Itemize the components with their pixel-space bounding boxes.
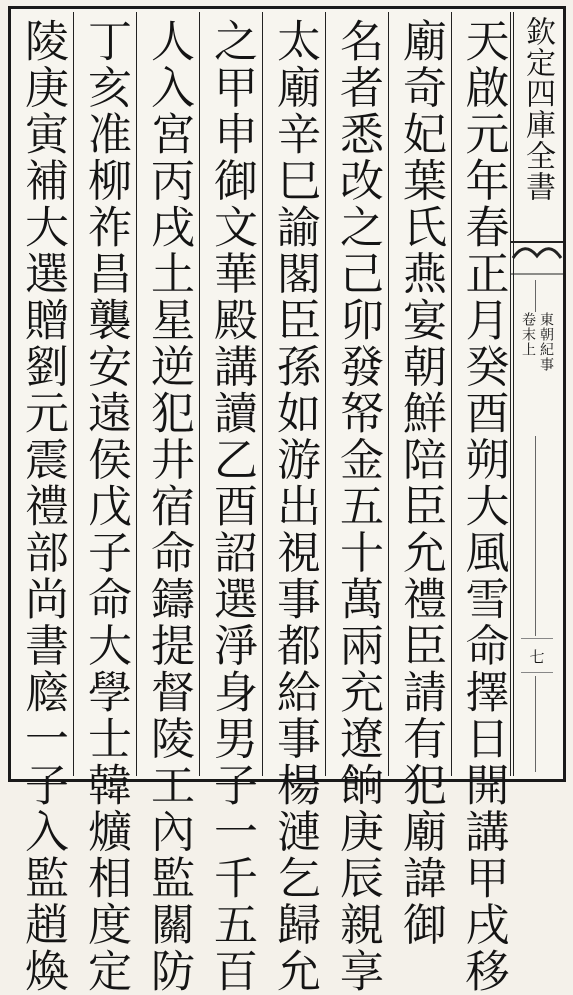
text-column xyxy=(326,12,389,995)
margin-book-name: 東朝紀事 xyxy=(538,312,554,372)
margin-rule xyxy=(535,676,536,772)
margin-book-info xyxy=(513,312,561,432)
book-series-title: 欽定四庫全書 xyxy=(520,16,555,202)
column-text: 太廟辛巳諭閣臣孫如游出視事都給事楊漣乞歸允 xyxy=(269,18,320,995)
column-text: 人入宮丙戌土星逆犯井宿命鑄提督陵工內監關防 xyxy=(143,18,194,995)
fishtail-ornament xyxy=(511,238,563,278)
margin-section: 卷末上 xyxy=(520,312,536,357)
text-column xyxy=(389,12,452,948)
column-text: 天啟元年春正月癸酉朔大風雪命擇日開講甲戌移 xyxy=(457,18,509,995)
text-column xyxy=(263,12,326,995)
column-text: 陵庚寅補大選贈劉元震禮部尚書廕一子入監趙煥 xyxy=(17,18,68,995)
text-column xyxy=(74,12,137,995)
margin-tick xyxy=(521,638,553,639)
margin-rule xyxy=(535,436,536,636)
page-number: 七 xyxy=(529,648,545,666)
margin-tick xyxy=(521,672,553,673)
column-text: 廟奇妃葉氏燕宴朝鮮陪臣允禮臣請有犯廟諱御 xyxy=(395,18,446,948)
text-column xyxy=(452,12,514,995)
text-column xyxy=(200,12,263,995)
margin-panel xyxy=(510,12,563,776)
column-text: 名者悉改之己卯發帑金五十萬兩充遼餉庚辰親享 xyxy=(332,18,383,995)
column-text: 丁亥准柳祚昌襲安遠侯戊子命大學士韓爌相度定 xyxy=(80,18,131,995)
text-column xyxy=(11,12,74,995)
column-text: 之甲申御文華殿講讀乙酉詔選淨身男子一千五百 xyxy=(206,18,257,995)
text-column xyxy=(137,12,200,995)
document-page xyxy=(8,6,566,995)
margin-rule xyxy=(535,280,536,312)
